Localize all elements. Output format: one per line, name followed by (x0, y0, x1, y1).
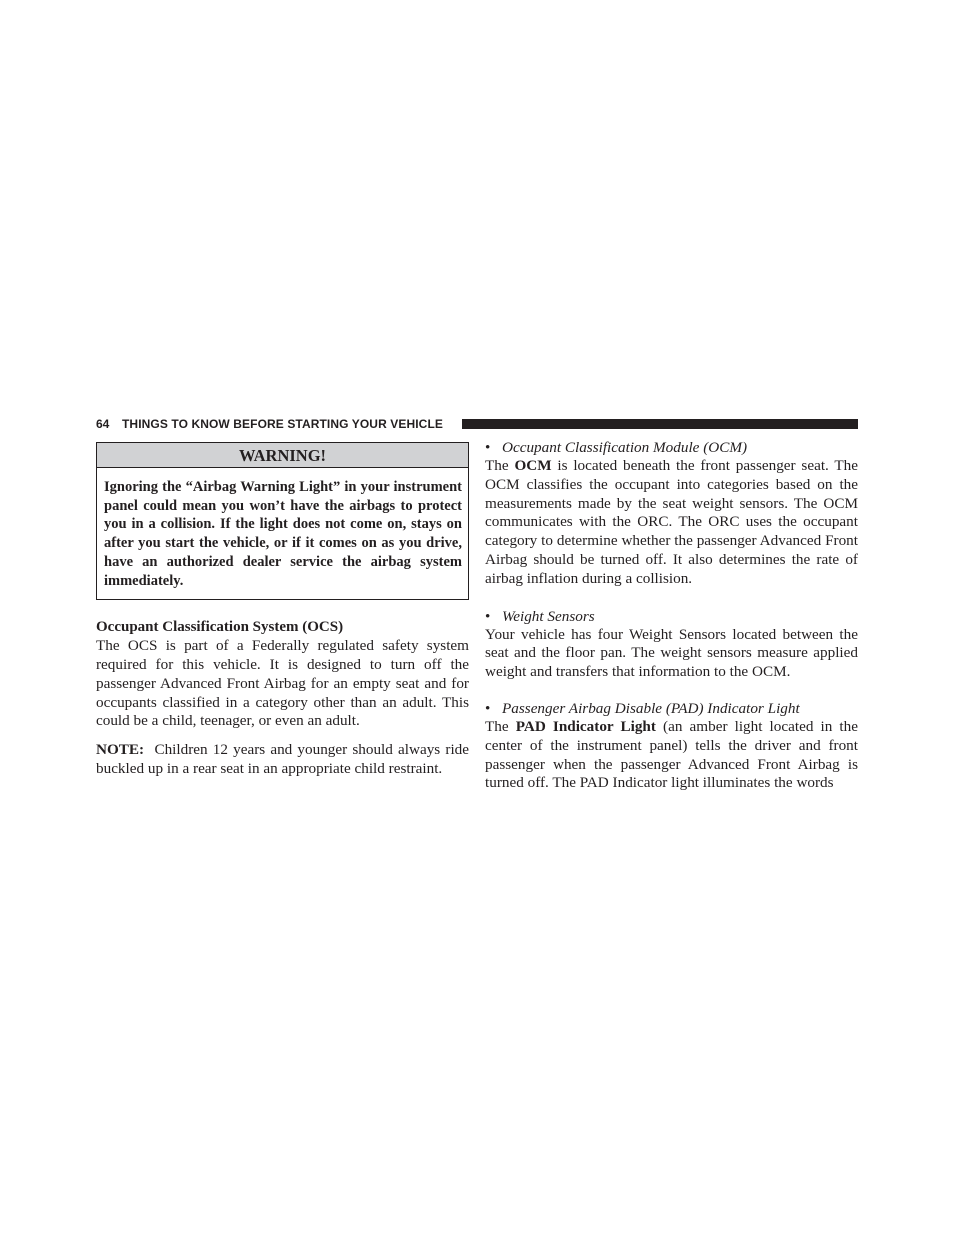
note-text: Children 12 years and younger should always ride buckled up in a rear seat in an appropriate child restraint. (96, 741, 469, 777)
note-label: NOTE: (96, 741, 145, 759)
right-column (485, 438, 858, 793)
header-rule-bar (462, 419, 858, 429)
ocm-text-pre: The (485, 457, 515, 474)
bullet-dot: • (485, 607, 491, 625)
ocs-heading: Occupant Classification System (OCS) (96, 619, 344, 636)
section-title: THINGS TO KNOW BEFORE STARTING YOUR VEHICLE (122, 417, 443, 431)
ocm-text-body: is located beneath the front passenger seat. The OCM classifies the occupant into categories based on the measurements made by the seat weight sensors. The OCM communicates with the ORC. The ORC uses the occupant category to determine whether the passenger Advanced Front Airbag should be turned off. It also determines the rate of airbag inflation during a collision. (485, 457, 858, 587)
weight-bullet-heading (485, 607, 858, 626)
left-column (96, 442, 469, 779)
weight-paragraph: Your vehicle has four Weight Sensors located between the seat and the floor pan. The weight sensors measure applied weight and transfers that information to the OCM. (485, 625, 858, 681)
ocm-paragraph (485, 457, 858, 589)
pad-bold-term: PAD Indicator Light (515, 717, 656, 735)
pad-text-body: (an amber light located in the center of the instrument panel) tells the driver and front passenger when the passenger Advanced Front Airbag is turned off. The PAD Indicator light illuminates the words (485, 717, 858, 792)
bullet-dot: • (485, 699, 491, 717)
pad-heading: Passenger Airbag Disable (PAD) Indicator Light (502, 699, 800, 717)
ocs-paragraph: The OCS is part of a Federally regulated safety system required for this vehicle. It is designed to turn off the passenger Advanced Front Airbag for an empty seat and for occupants classified in a category other than an adult. This could be a child, teenager, or even an adult. (96, 637, 469, 730)
ocm-bullet-heading (485, 438, 858, 457)
ocm-bold-term: OCM (514, 457, 552, 474)
note-paragraph (96, 741, 469, 779)
warning-box (96, 442, 469, 600)
pad-paragraph (485, 718, 858, 793)
warning-body: Ignoring the “Airbag Warning Light” in your instrument panel could mean you won’t have the airbags to protect you in a collision. If the light does not come on, stays on after you start the vehicle, or if it comes on as you drive, have an authorized dealer service the airbag system immediately. (104, 479, 462, 589)
ocm-heading: Occupant Classification Module (OCM) (502, 439, 748, 456)
warning-title: WARNING! (97, 443, 468, 468)
page-number: 64 (96, 417, 110, 431)
weight-heading: Weight Sensors (502, 607, 595, 625)
pad-text-pre: The (485, 717, 516, 735)
page-header (96, 416, 858, 434)
pad-bullet-heading (485, 699, 858, 718)
bullet-dot: • (485, 439, 491, 456)
